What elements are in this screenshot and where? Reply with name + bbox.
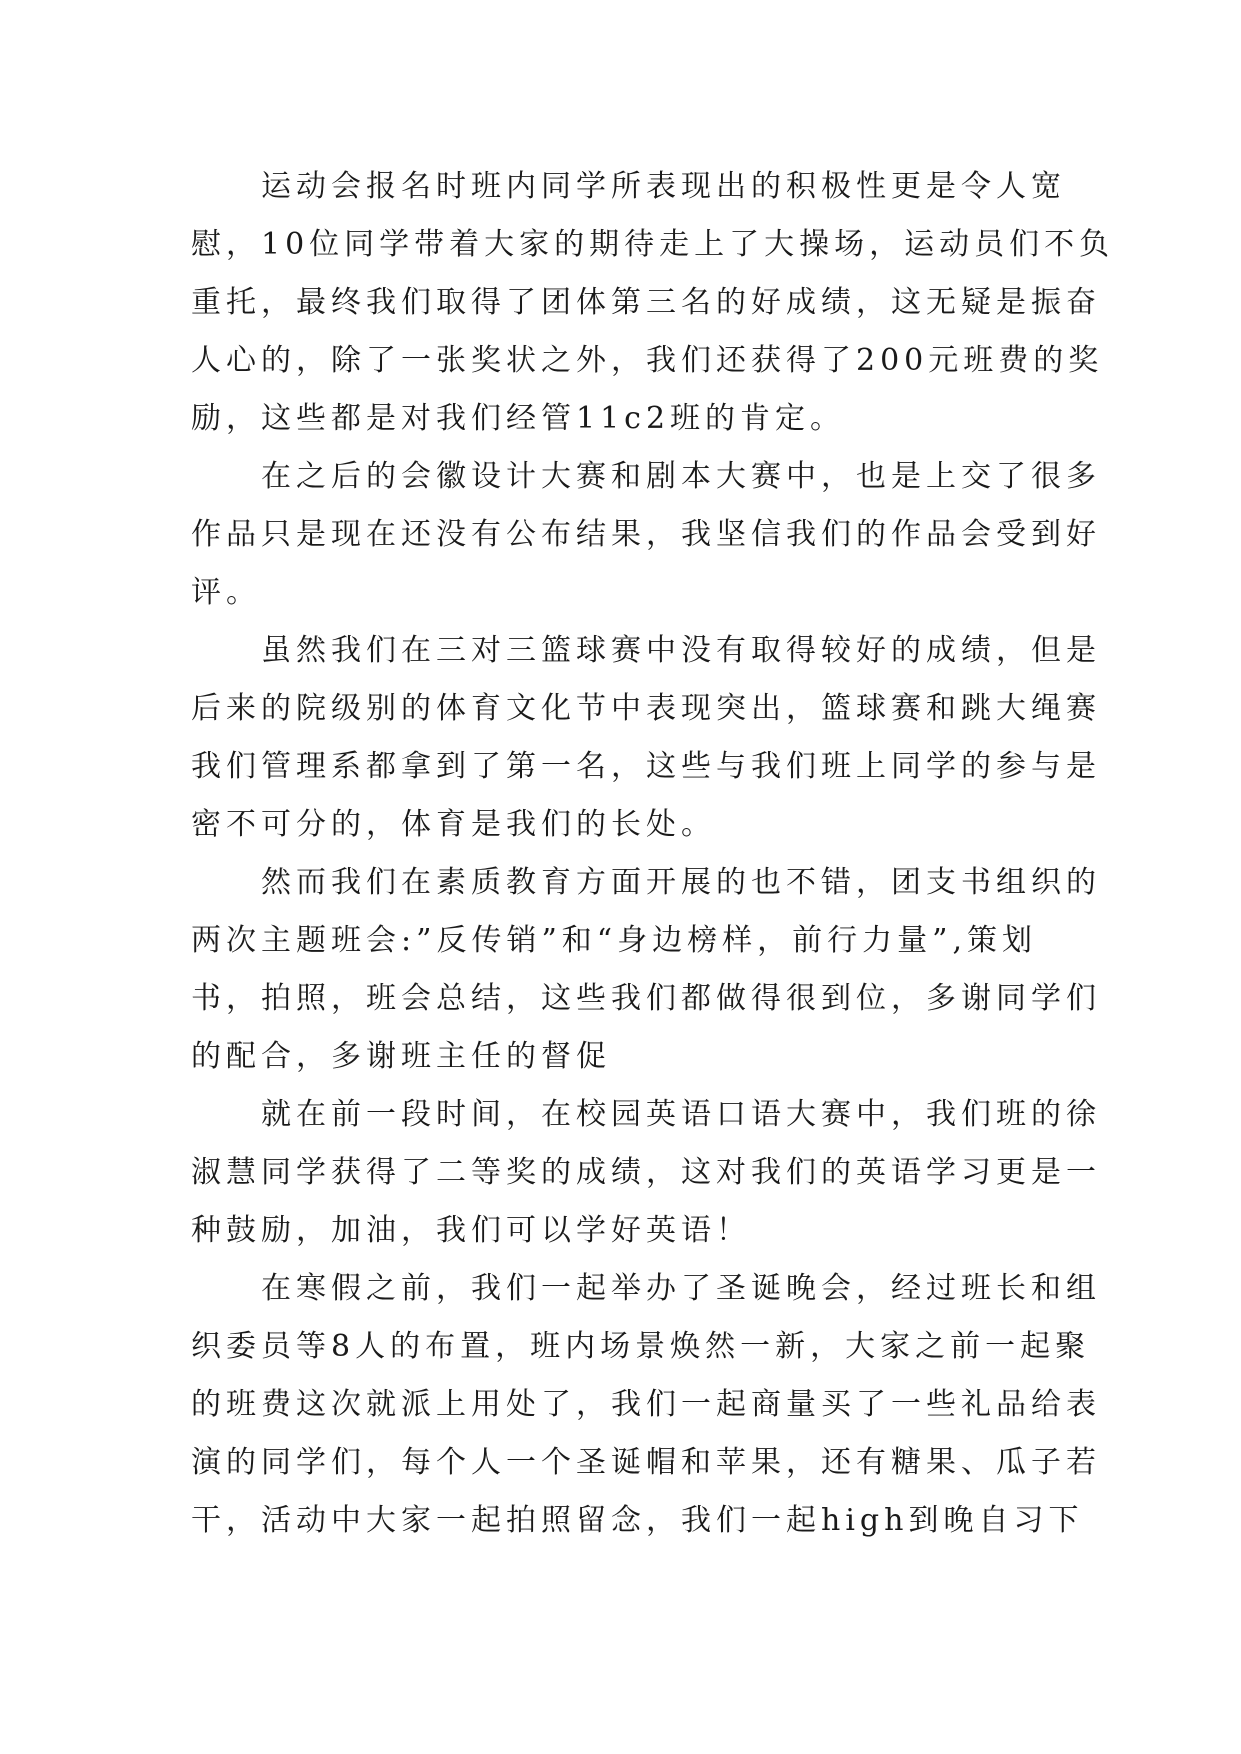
paragraph-line: 的班费这次就派上用处了，我们一起商量买了一些礼品给表 [191,1387,1101,1422]
paragraph-line: 在寒假之前，我们一起举办了圣诞晚会，经过班长和组 [261,1271,1101,1306]
paragraph-line: 干，活动中大家一起拍照留念，我们一起high到晚自习下 [191,1503,1084,1538]
paragraph-line: 评。 [191,575,261,610]
paragraph-line: 然而我们在素质教育方面开展的也不错，团支书组织的 [261,865,1101,900]
paragraph-line: 人心的，除了一张奖状之外，我们还获得了200元班费的奖 [191,343,1104,378]
paragraph-line: 重托，最终我们取得了团体第三名的好成绩，这无疑是振奋 [191,285,1101,320]
paragraph-line: 在之后的会徽设计大赛和剧本大赛中，也是上交了很多 [261,459,1101,494]
paragraph-line: 淑慧同学获得了二等奖的成绩，这对我们的英语学习更是一 [191,1155,1101,1190]
paragraph-quality-education [191,854,1101,1086]
paragraph-sports-meet [191,158,1115,448]
paragraph-line: 运动会报名时班内同学所表现出的积极性更是令人宽 [261,169,1066,204]
paragraph-line: 作品只是现在还没有公布结果，我坚信我们的作品会受到好 [191,517,1101,552]
document-body [191,158,1115,1550]
paragraph-english-contest [191,1086,1101,1260]
paragraph-line: 虽然我们在三对三篮球赛中没有取得较好的成绩，但是 [261,633,1101,668]
paragraph-basketball [191,622,1101,854]
paragraph-line: 密不可分的，体育是我们的长处。 [191,807,716,842]
paragraph-line: 慰，10位同学带着大家的期待走上了大操场，运动员们不负 [191,227,1115,262]
paragraph-design-contest [191,448,1101,622]
paragraph-line: 织委员等8人的布置，班内场景焕然一新，大家之前一起聚 [191,1329,1091,1364]
paragraph-line: 励，这些都是对我们经管11c2班的肯定。 [191,401,846,436]
paragraph-line: 后来的院级别的体育文化节中表现突出，篮球赛和跳大绳赛 [191,691,1101,726]
paragraph-line: 演的同学们，每个人一个圣诞帽和苹果，还有糖果、瓜子若 [191,1445,1101,1480]
paragraph-line: 我们管理系都拿到了第一名，这些与我们班上同学的参与是 [191,749,1101,784]
paragraph-christmas-party [191,1260,1101,1550]
paragraph-line: 就在前一段时间，在校园英语口语大赛中，我们班的徐 [261,1097,1101,1132]
paragraph-line: 两次主题班会:”反传销”和“身边榜样，前行力量”,策划 [191,923,1037,958]
paragraph-line: 书，拍照，班会总结，这些我们都做得很到位，多谢同学们 [191,981,1101,1016]
paragraph-line: 的配合，多谢班主任的督促 [191,1039,611,1074]
paragraph-line: 种鼓励，加油，我们可以学好英语！ [191,1213,751,1248]
